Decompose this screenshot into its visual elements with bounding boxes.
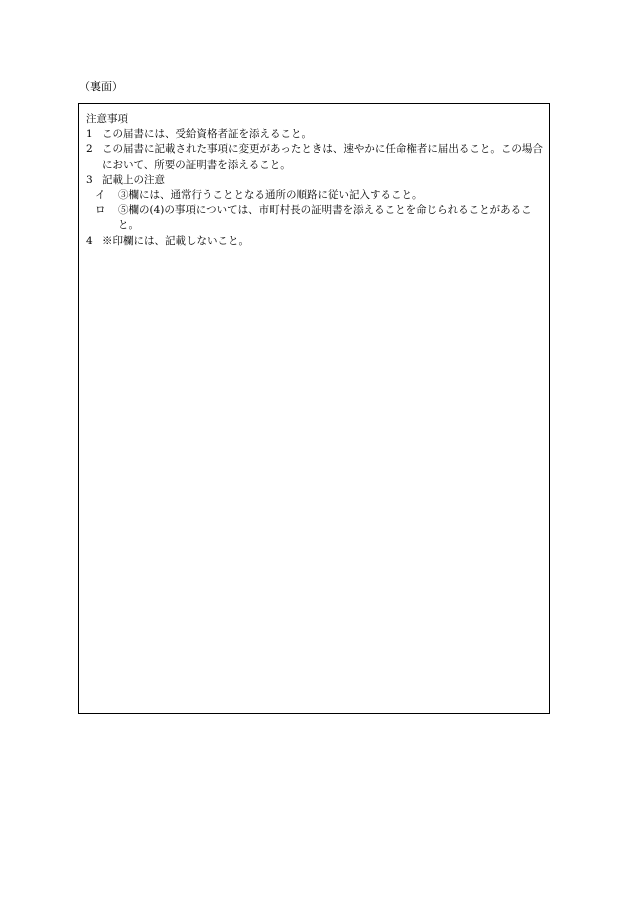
note-item-number: 3: [86, 173, 93, 186]
note-item-text: 記載上の注意: [102, 173, 165, 186]
note-item-number: 2: [86, 143, 93, 156]
note-item-3: [86, 173, 543, 188]
note-subitem-text: ⑤欄の(4)の事項については、市町村長の証明書を添えることを命じられることがあること。: [118, 204, 532, 232]
note-item-1: [86, 127, 543, 142]
note-item-4: [86, 234, 543, 249]
notes-heading: 注意事項: [86, 113, 128, 125]
note-subitem-text: ③欄には、通常行うこととなる通所の順路に従い記入すること。: [118, 189, 423, 202]
notes-list: [86, 112, 543, 249]
notes-frame: [78, 103, 550, 714]
note-item-text: この届書に記載された事項に変更があったときは、速やかに任命権者に届出ること。この場合において、所要の証明書を添えること。: [102, 143, 543, 171]
note-item-2: [86, 142, 543, 172]
note-subitem-mark: イ: [95, 189, 106, 202]
note-subitem-ro: [86, 203, 543, 233]
page-side-label: （裏面）: [79, 80, 123, 93]
note-item-text: ※印欄には、記載しないこと。: [102, 234, 249, 247]
note-item-text: この届書には、受給資格者証を添えること。: [102, 128, 312, 141]
note-item-number: 4: [86, 234, 93, 247]
note-subitem-i: [86, 188, 543, 203]
note-item-number: 1: [86, 128, 93, 141]
note-subitem-mark: ロ: [95, 204, 106, 217]
